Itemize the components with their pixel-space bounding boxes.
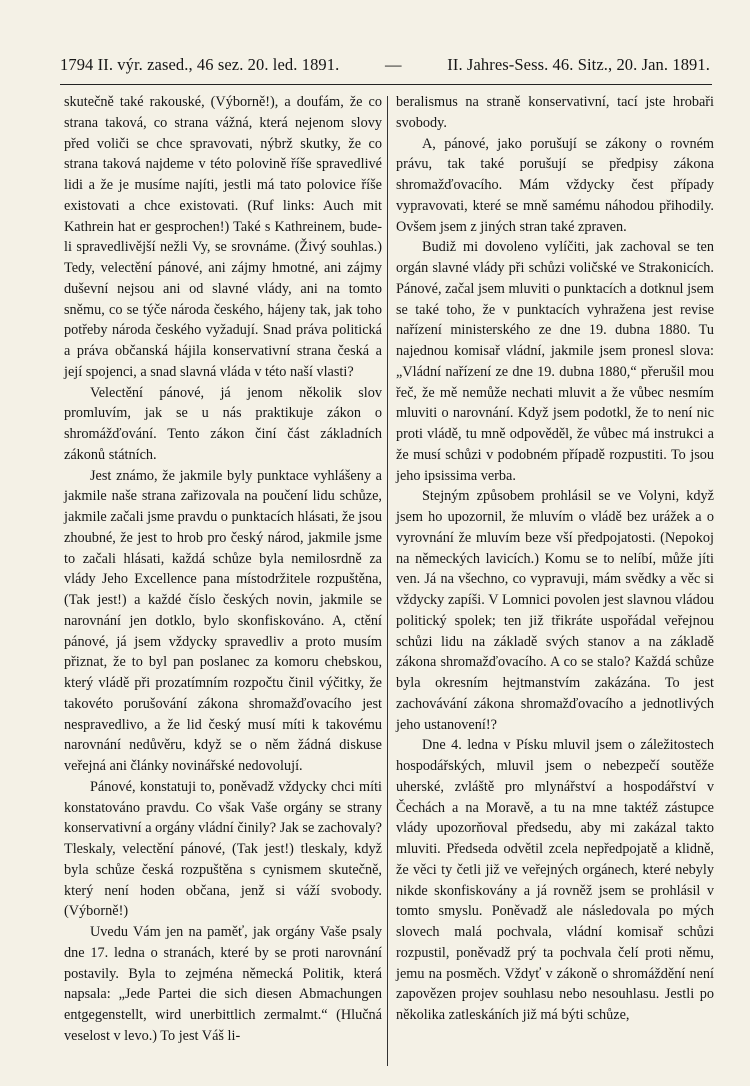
paragraph: Stejným způsobem prohlásil se ve Volyni, když jsem ho upozornil, že mluvím o vládě bez urážek a o vyrovnání že mluvím beze vší předpojatosti. (Nepokoj na německých lavicích.) Komu se to nelíbí, může jíti ven. Já na všechno, co vypravuji, mám svědky a věc si vždycky zapíši. V Lomnici povolen jest slavnou vládou politický spolek; ten již třikráte uspořádal veřejnou schůzi lidu na základě svých stanov a na základě zákona shromažďovacího. A co se stalo? Každá schůze byla okresním hejtmanstvím zakázána. To jest zachovávání zákona shromažďovacího a jednotlivých jeho ustanovení!? [396,488,714,733]
right-column [396,92,714,1026]
paragraph: Jest známo, že jakmile byly punktace vyhlášeny a jakmile naše strana zařizovala na poučení lidu schůze, jakmile začali jsme pravdu o punktacích hlásati, že jsou zhoubné, že jest to hrob pro český národ, jakmile jsme to začali hlásati, každá schůze byla nemilosrdně za vlády Jeho Excellence pana místodržitele rozpuštěna, (Tak jest!) a každé číslo českých novin, jakmile se narovnání jen dotklo, bylo skonfiskováno. A, ctění pánové, já jsem vždycky spravedliv a proto musím přiznat, že to byl pan poslanec za komoru chebskou, který vládě při prozatímním rozpočtu činil výčitky, že takovéto porušování zákona shromažďovacího jest nespravedlivo, a že lid český musí míti k takovému narovnání nedůvěru, když se o něm žádná diskuse veřejná ani články novinářské nedovolují. [64,467,382,774]
page-header [60,55,710,85]
paragraph: Budiž mi dovoleno vylíčiti, jak zachoval se ten orgán slavné vlády při schůzi voličské ve Strakonicích. Pánové, začal jsem mluviti o punktacích a dotknul jsem se také toho, že v punktacích vyhražena jest revise nařízení ministerského ze dne 19. dubna 1880. Tu najednou komisař vládní, jakmile jsem pronesl slova: „Vládní nařízení ze dne 19. dubna 1880,“ přerušil mou řeč, že mě nemůže nechati mluvit a že vůbec nesmím mluviti o narovnání. Když jsem podotkl, že to není nic proti vládě, tu mně odpověděl, že vůbec má instrukci a že musí schůzi v podobném případě rozpustiti. To jsou jeho ipsissima verba. [396,239,714,484]
paragraph: Velectění pánové, já jenom několik slov promluvím, jak se u nás praktikuje zákon o shromážďování. Tento zákon činí část základních zákonů státních. [64,384,382,463]
column-divider [387,96,388,1066]
paragraph: skutečně také rakouské, (Výborně!), a doufám, že co strana taková, co strana vážná, která nejenom slovy před voliči se chce spravovati, nýbrž skutky, že co strana taková najdeme v této polovině říše spravedlivé lidi a že je musíme najíti, jestli má tato polovice říše existovati a chce existovati. (Ruf links: Auch mit Kathrein hat er gesprochen!) Také s Kathreinem, bude-li spravedlivější nežli Vy, se srovnáme. (Živý souhlas.) Tedy, velectění pánové, ani zájmy hmotné, ani zájmy duševní nejsou ani od slavné vlády, ani na tomto sněmu, co se týče národa českého, hájeny tak, jak toho potřeby národa českého vyžadují. Snad práva politická a práva občanská hájila konservativní strana česká a její spojenci, a snad slavná vláda v této naší vlasti? [64,94,382,380]
paragraph: Uvedu Vám jen na paměť, jak orgány Vaše psaly dne 17. ledna o stranách, které by se proti narovnání postavily. Byla to zejména německá Politik, která napsala: „Jede Partei die sich diesen Abmachungen entgegenstellt, wird unerbittlich zermalmt.“ (Hlučná veselost v levo.) To jest Váš li- [64,924,382,1044]
header-separator: — [385,55,402,74]
header-czech: 1794 II. výr. zased., 46 sez. 20. led. 1891. [60,55,340,74]
paragraph: Pánové, konstatuji to, poněvadž vždycky chci míti konstatováno pravdu. Co však Vaše orgány se strany konservativní a orgány vládní činily? Jak se zachovaly? Tleskaly, velectění pánové, (Tak jest!) tleskaly, když byla schůze česká rozpuštěna s cynismem skutečně, který není hoden občana, jenž si váží svobody. (Výborně!) [64,778,382,920]
left-column [64,92,382,1047]
paragraph: A, pánové, jako porušují se zákony o rovném právu, tak také porušují se předpisy zákona shromažďovacího. Mám vždycky čest případy vypravovati, které se mně samému náhodou přihodily. Ovšem jsem z jiných stran také zpraven. [396,135,714,235]
paragraph: beralismus na straně konservativní, tací jste hrobaři svobody. [396,94,714,131]
paragraph: Dne 4. ledna v Písku mluvil jsem o záležitostech hospodářských, mluvil jsem o nebezpečí soutěže uherské, zvláště pro mlynářství a hospodářství v Čechách a na Moravě, a tu na mne taktéž zástupce vlády upozorňoval předsedu, aby mi zakázal takto mluviti. Předseda odvětil zcela nepředpojatě a klidně, že věci ty četli již ve veřejných orgánech, které nebyly nikde skonfiskovány a já rovněž jsem se prohlásil v tomto smyslu. Poněvadž ale následovala po mých slovech malá pochvala, vládní komisař schůzi rozpustil, poněvadž prý ta pochvala čelí proti němu, jemu na posměch. Vždyť v zákoně o shromáždění není zapovězen projev souhlasu nebo nesouhlasu. Jestli po několika zatleskáních již má býti schůze, [396,737,714,1023]
header-german: II. Jahres-Sess. 46. Sitz., 20. Jan. 1891. [447,55,710,74]
header-rule [60,84,712,85]
